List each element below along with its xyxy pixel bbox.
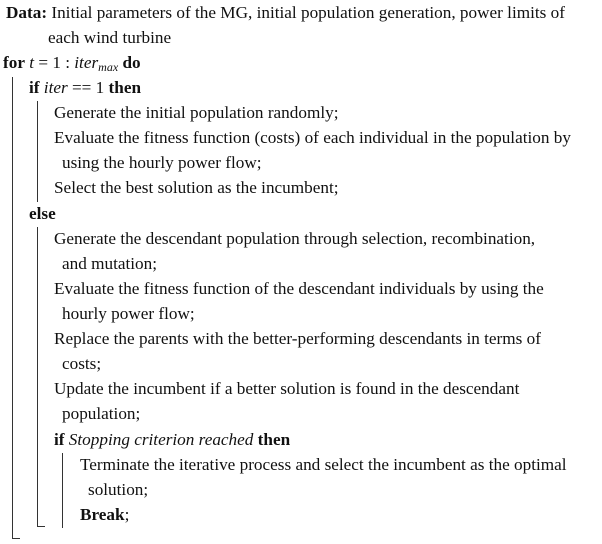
else-step-4-cont: population; — [62, 404, 141, 423]
else-keyword: else — [29, 204, 56, 223]
inner-condition: Stopping criterion reached — [68, 430, 254, 449]
else-step-3-cont: costs; — [62, 354, 102, 373]
if-line — [29, 75, 141, 100]
else-step-4: Update the incumbent if a better solution is found in the descendant — [54, 379, 520, 398]
data-label: Data: — [6, 3, 48, 22]
for-var: t — [29, 53, 35, 72]
inner-if-keyword: if — [54, 430, 65, 449]
data-line — [6, 0, 565, 25]
break-keyword: Break — [80, 505, 125, 524]
if-var: iter — [43, 78, 68, 97]
inner-if-line — [54, 427, 290, 452]
do-keyword: do — [122, 53, 141, 72]
inner-then-step-1: Terminate the iterative process and select the incumbent as the optimal — [80, 455, 567, 474]
inner-then-keyword: then — [257, 430, 291, 449]
data-line-cont: each wind turbine — [48, 28, 172, 47]
for-keyword: for — [3, 53, 25, 72]
else-step-2-cont: hourly power flow; — [62, 304, 195, 323]
inner-then-bar — [62, 453, 63, 528]
else-step-1: Generate the descendant population through selection, recombination, — [54, 229, 536, 248]
if-keyword: if — [29, 78, 40, 97]
for-line — [3, 50, 141, 75]
for-sub: max — [98, 60, 119, 74]
data-text: Initial parameters of the MG, initial population generation, power limits of — [51, 3, 565, 22]
then-step-2: Evaluate the fitness function (costs) of each individual in the population by — [54, 128, 571, 147]
break-semicolon: ; — [124, 505, 130, 524]
for-body-bar — [12, 77, 13, 539]
inner-then-step-1-cont: solution; — [88, 480, 149, 499]
then-body-bar — [37, 101, 38, 202]
break-line — [80, 502, 129, 527]
if-cond: == 1 — [67, 78, 109, 97]
else-step-3: Replace the parents with the better-performing descendants in terms of — [54, 329, 541, 348]
for-body-end — [12, 538, 20, 539]
else-step-2: Evaluate the fitness function of the descendant individuals by using the — [54, 279, 544, 298]
else-body-bar — [37, 227, 38, 527]
then-keyword: then — [108, 78, 142, 97]
for-eq: = 1 : — [34, 53, 75, 72]
else-body-end — [37, 526, 45, 527]
then-step-2-cont: using the hourly power flow; — [62, 153, 262, 172]
then-step-1: Generate the initial population randomly; — [54, 103, 339, 122]
for-iter: iter — [74, 53, 99, 72]
then-step-3: Select the best solution as the incumbent; — [54, 178, 339, 197]
else-step-1-cont: and mutation; — [62, 254, 157, 273]
